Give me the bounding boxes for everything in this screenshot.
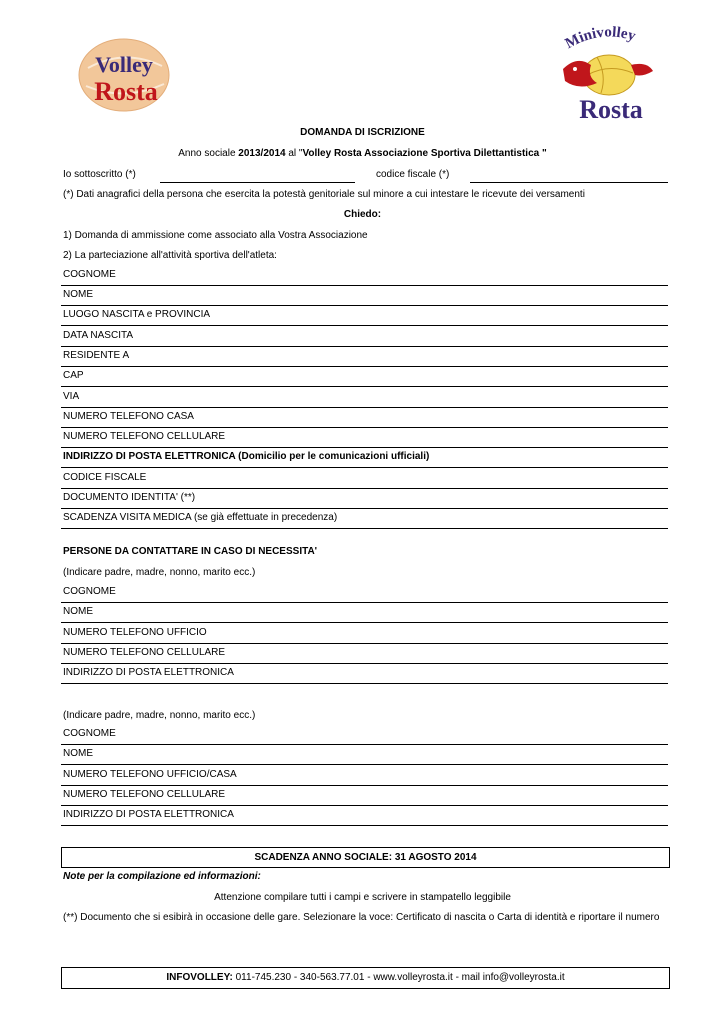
athlete-field-name[interactable] — [61, 286, 668, 306]
contacts-hint-1: (Indicare padre, madre, nonno, marito ecc.) — [63, 567, 256, 578]
field-label: INDIRIZZO DI POSTA ELETTRONICA — [63, 667, 234, 678]
request-heading: Chiedo: — [343, 209, 382, 220]
minivolley-rosta-logo — [557, 25, 657, 123]
field-label: COGNOME — [63, 728, 116, 739]
athlete-field-mobile-phone[interactable] — [61, 428, 668, 448]
contact2-field-email[interactable] — [61, 806, 668, 826]
signatory-name-field[interactable] — [160, 182, 355, 183]
footer-label: INFOVOLLEY: — [166, 972, 233, 983]
logo-text-rosta: Rosta — [94, 77, 158, 106]
field-label: NOME — [63, 606, 93, 617]
deadline-box: SCADENZA ANNO SOCIALE: 31 AGOSTO 2014 — [61, 847, 670, 868]
contact1-field-mobile-phone[interactable] — [61, 644, 668, 664]
field-label: NOME — [63, 289, 93, 300]
field-label: NUMERO TELEFONO CELLULARE — [63, 789, 226, 800]
field-label: NOME — [63, 748, 93, 759]
athlete-field-cap[interactable] — [61, 367, 668, 387]
field-label: NUMERO TELEFONO CELLULARE — [63, 647, 226, 658]
field-label: LUOGO NASCITA e PROVINCIA — [63, 309, 211, 320]
athlete-field-home-phone[interactable] — [61, 408, 668, 428]
fiscal-code-label: codice fiscale (*) — [376, 169, 450, 180]
field-label: SCADENZA VISITA MEDICA (se già effettuate in precedenza) — [63, 512, 338, 523]
contact2-field-mobile-phone[interactable] — [61, 786, 668, 806]
field-label: DOCUMENTO IDENTITA' (**) — [63, 492, 196, 503]
field-label: NUMERO TELEFONO UFFICIO — [63, 627, 207, 638]
athlete-field-medical-expiry[interactable] — [61, 509, 668, 529]
notes-attention: Attenzione compilare tutti i campi e scrivere in stampatello leggibile — [214, 892, 511, 903]
svg-text:Minivolley — [563, 25, 638, 52]
footer-contacts: 011-745.230 - 340-563.77.01 - www.volleyrosta.it - mail info@volleyrosta.it — [232, 972, 565, 983]
request-item-2: 2) La parteciazione all'attività sportiva dell'atleta: — [63, 250, 277, 261]
notes-document: (**) Documento che si esibirà in occasione delle gare. Selezionare la voce: Certificato di nascita o Carta di identità e riportare il numero — [63, 912, 660, 923]
request-item-1: 1) Domanda di ammissione come associato alla Vostra Associazione — [63, 230, 368, 241]
athlete-field-id-document[interactable] — [61, 489, 668, 509]
contact1-field-email[interactable] — [61, 664, 668, 684]
field-label: INDIRIZZO DI POSTA ELETTRONICA — [63, 809, 234, 820]
athlete-field-residence[interactable] — [61, 347, 668, 367]
contact2-field-surname[interactable] — [61, 725, 668, 745]
notes-heading: Note per la compilazione ed informazioni: — [63, 871, 261, 882]
season-mid: al " — [285, 148, 303, 159]
field-label: COGNOME — [63, 586, 116, 597]
season-line — [0, 148, 725, 159]
contact1-field-name[interactable] — [61, 603, 668, 623]
field-label: NUMERO TELEFONO UFFICIO/CASA — [63, 769, 237, 780]
season-year: 2013/2014 — [238, 148, 286, 159]
season-prefix: Anno sociale — [178, 148, 239, 159]
signatory-note: (*) Dati anagrafici della persona che esercita la potestà genitoriale sul minore a cui intestare le ricevute dei versamenti — [63, 189, 585, 200]
contact2-field-name[interactable] — [61, 745, 668, 765]
season-organization: Volley Rosta Associazione Sportiva Dilettantistica " — [302, 148, 547, 159]
contacts-heading: PERSONE DA CONTATTARE IN CASO DI NECESSITA' — [63, 546, 318, 557]
field-label: NUMERO TELEFONO CELLULARE — [63, 431, 226, 442]
field-label: NUMERO TELEFONO CASA — [63, 411, 194, 422]
athlete-field-surname[interactable] — [61, 266, 668, 286]
logo-text-minivolley: Minivolley — [562, 25, 638, 53]
signatory-label: Io sottoscritto (*) — [63, 169, 136, 180]
field-label: CODICE FISCALE — [63, 472, 147, 483]
logo-text-rosta-right: Rosta — [579, 95, 643, 123]
logo-text-volley: Volley — [95, 52, 153, 77]
field-label: RESIDENTE A — [63, 350, 130, 361]
athlete-field-birthplace[interactable] — [61, 306, 668, 326]
contact1-field-surname[interactable] — [61, 583, 668, 603]
field-label: DATA NASCITA — [63, 330, 134, 341]
athlete-field-fiscal-code[interactable] — [61, 469, 668, 489]
fiscal-code-field[interactable] — [470, 182, 668, 183]
field-label: COGNOME — [63, 269, 116, 280]
form-title: DOMANDA DI ISCRIZIONE — [300, 127, 425, 138]
field-label: INDIRIZZO DI POSTA ELETTRONICA (Domicilio per le comunicazioni ufficiali) — [63, 451, 430, 462]
field-label: CAP — [63, 370, 84, 381]
contacts-hint-2: (Indicare padre, madre, nonno, marito ecc.) — [63, 710, 256, 721]
footer-info-box — [61, 967, 670, 989]
volley-rosta-logo — [78, 38, 170, 112]
athlete-field-street[interactable] — [61, 388, 668, 408]
field-label: VIA — [63, 391, 80, 402]
athlete-field-email[interactable] — [61, 448, 668, 468]
athlete-field-birthdate[interactable] — [61, 327, 668, 347]
contact2-field-office-home-phone[interactable] — [61, 766, 668, 786]
contact1-field-office-phone[interactable] — [61, 624, 668, 644]
